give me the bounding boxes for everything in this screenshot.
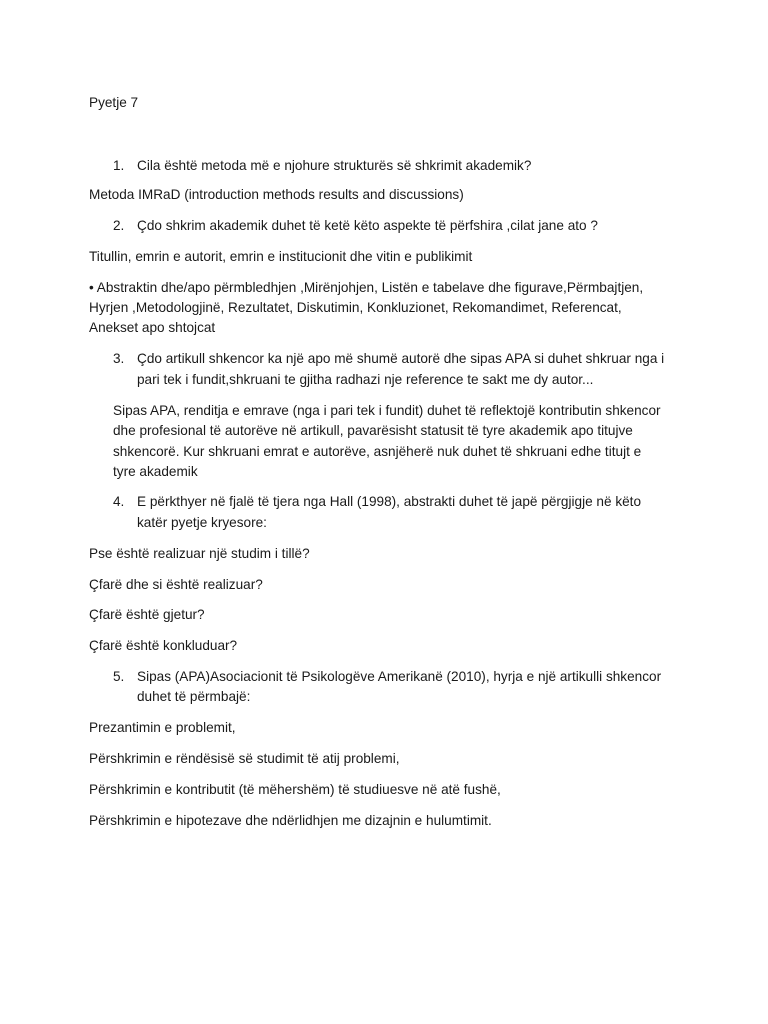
answer-text: Përshkrimin e rëndësisë së studimit të atij problemi, bbox=[89, 751, 400, 766]
question-text: Cila është metoda më e njohure strukturës së shkrimit akademik? bbox=[137, 158, 532, 173]
question-text: katër pyetje kryesore: bbox=[137, 515, 267, 530]
answer-text: Anekset apo shtojcat bbox=[89, 320, 216, 335]
answer-text: Prezantimin e problemit, bbox=[89, 720, 236, 735]
answer-text: Përshkrimin e kontributit (të mëhershëm) të studiuesve në atë fushë, bbox=[89, 782, 501, 797]
answer-text: Pse është realizuar një studim i tillë? bbox=[89, 546, 310, 561]
question-text: Çdo shkrim akademik duhet të ketë këto aspekte të përfshira ,cilat jane ato ? bbox=[137, 218, 598, 233]
answer-text: Metoda IMRaD (introduction methods results and discussions) bbox=[89, 187, 464, 202]
question-text: pari tek i fundit,shkruani te gjitha radhazi nje reference te sakt me dy autor... bbox=[137, 372, 594, 387]
answer-text: Çfarë dhe si është realizuar? bbox=[89, 577, 263, 592]
question-number: 5. bbox=[113, 669, 125, 684]
question-number: 3. bbox=[113, 351, 125, 366]
answer-text: Titullin, emrin e autorit, emrin e institucionit dhe vitin e publikimit bbox=[89, 249, 473, 264]
question-number: 4. bbox=[113, 494, 125, 509]
answer-text: tyre akademik bbox=[113, 464, 198, 479]
question-number: 1. bbox=[113, 158, 125, 173]
answer-text: shkencorë. Kur shkruani emrat e autorëve, asnjëherë nuk duhet të shkruani edhe titujt e bbox=[113, 444, 642, 459]
answer-text: Hyrjen ,Metodologjinë, Rezultatet, Diskutimin, Konkluzionet, Rekomandimet, Referencat, bbox=[89, 300, 622, 315]
page-title: Pyetje 7 bbox=[89, 95, 139, 110]
question-text: duhet të përmbajë: bbox=[137, 689, 251, 704]
answer-text: Çfarë është gjetur? bbox=[89, 607, 205, 622]
answer-text: Përshkrimin e hipotezave dhe ndërlidhjen me dizajnin e hulumtimit. bbox=[89, 813, 492, 828]
question-text: Çdo artikull shkencor ka një apo më shumë autorë dhe sipas APA si duhet shkruar nga i bbox=[137, 351, 665, 366]
answer-text: Çfarë është konkluduar? bbox=[89, 638, 238, 653]
answer-text: Sipas APA, renditja e emrave (nga i pari tek i fundit) duhet të reflektojë kontributin shkencor bbox=[113, 403, 661, 418]
question-text: Sipas (APA)Asociacionit të Psikologëve Amerikanë (2010), hyrja e një artikulli shkencor bbox=[137, 669, 662, 684]
answer-text: • Abstraktin dhe/apo përmbledhjen ,Mirënjohjen, Listën e tabelave dhe figurave,Përmbajtjen, bbox=[89, 280, 644, 295]
question-number: 2. bbox=[113, 218, 125, 233]
question-text: E përkthyer në fjalë të tjera nga Hall (1998), abstrakti duhet të japë përgjigje në këto bbox=[137, 494, 642, 509]
answer-text: dhe profesional të autorëve në artikull, pavarësisht statusit të tyre akademik apo titujve bbox=[113, 423, 633, 438]
